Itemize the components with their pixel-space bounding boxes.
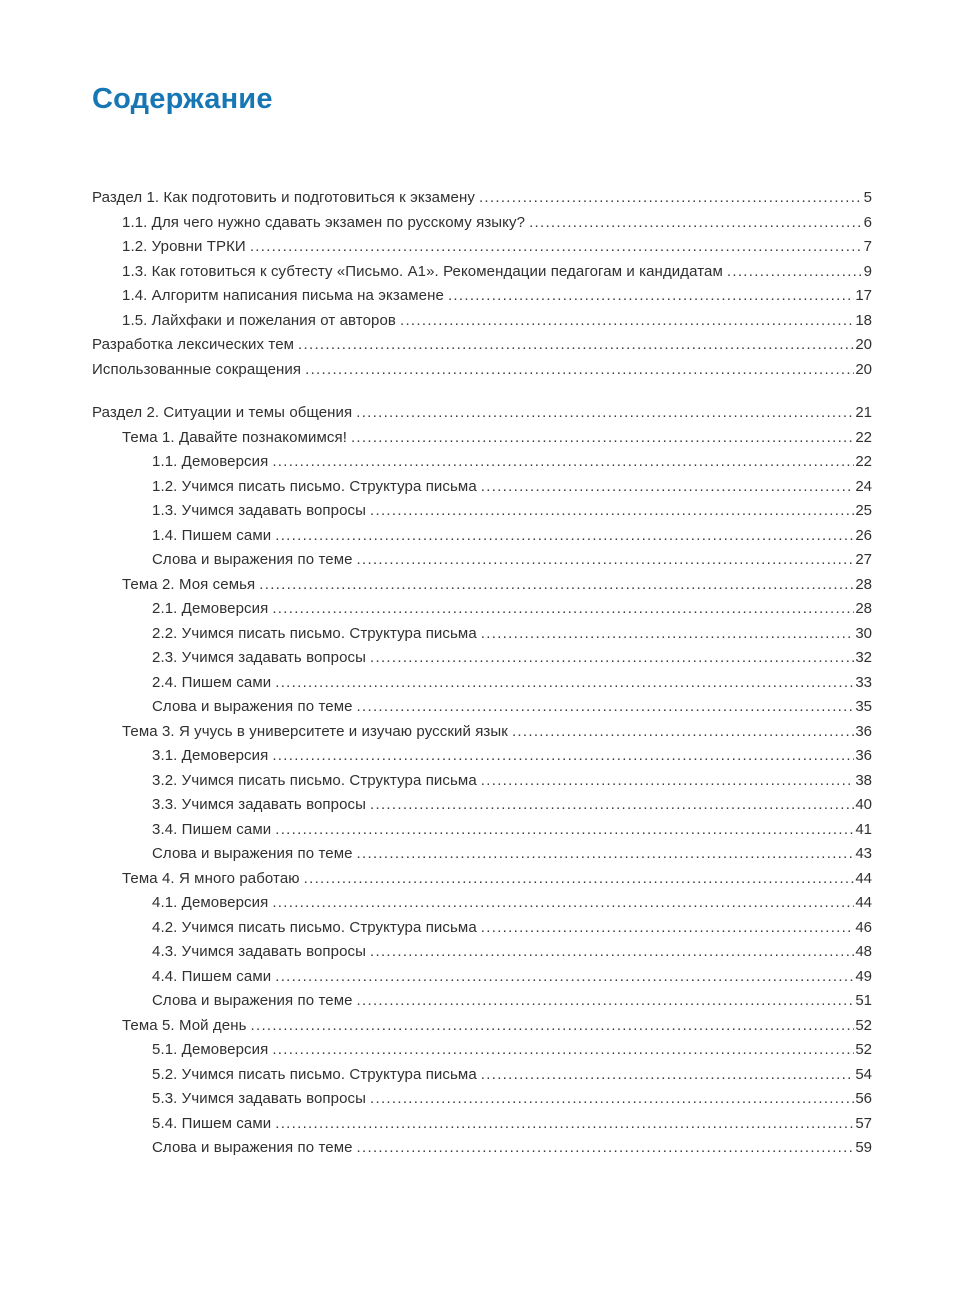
dot-leader xyxy=(727,260,863,285)
toc-entry xyxy=(92,284,872,309)
dot-leader xyxy=(357,695,855,720)
dot-leader xyxy=(304,867,855,892)
toc-entry-label: Раздел 1. Как подготовить и подготовиться к экзамену xyxy=(92,189,475,206)
dot-leader xyxy=(370,646,854,671)
dot-leader xyxy=(370,940,854,965)
dot-leader xyxy=(481,916,855,941)
dot-leader xyxy=(529,211,863,236)
toc-entry-label: 1.1. Демоверсия xyxy=(152,453,269,470)
toc-entry-label: 1.5. Лайхфаки и пожелания от авторов xyxy=(122,311,396,329)
toc-entry-page: 48 xyxy=(855,943,872,960)
dot-leader xyxy=(481,769,855,794)
toc-entry xyxy=(92,867,872,892)
toc-entry-page: 30 xyxy=(855,624,872,642)
dot-leader xyxy=(479,186,863,211)
dot-leader xyxy=(272,891,854,916)
toc-entry xyxy=(92,426,872,451)
toc-entry-page: 52 xyxy=(855,1016,872,1034)
toc-entry-page: 25 xyxy=(855,502,872,519)
toc-entry-label: 5.1. Демоверсия xyxy=(152,1041,269,1058)
toc-entry-label: 2.2. Учимся писать письмо. Структура письма xyxy=(152,624,477,642)
toc-entry-page: 20 xyxy=(855,336,872,353)
toc-entry-page: 20 xyxy=(855,360,872,378)
dot-leader xyxy=(251,1014,855,1039)
dot-leader xyxy=(272,597,854,622)
dot-leader xyxy=(370,793,854,818)
dot-leader xyxy=(250,235,863,260)
toc-entry-label: 3.2. Учимся писать письмо. Структура письма xyxy=(152,771,477,789)
toc-entry-label: Слова и выражения по теме xyxy=(152,698,353,715)
toc-entry-label: 5.3. Учимся задавать вопросы xyxy=(152,1090,367,1107)
toc-entry xyxy=(92,499,872,524)
toc-entry-label: 1.4. Пишем сами xyxy=(152,526,272,544)
toc-entry-page: 40 xyxy=(855,796,872,813)
dot-leader xyxy=(305,358,854,383)
toc-entry xyxy=(92,186,872,211)
dot-leader xyxy=(275,1112,854,1137)
toc-entry-page: 51 xyxy=(855,992,872,1009)
toc-entry-page: 46 xyxy=(855,918,872,936)
toc-entry xyxy=(92,573,872,598)
toc-entry-page: 21 xyxy=(855,404,872,421)
toc-entry-label: 2.1. Демоверсия xyxy=(152,600,269,617)
toc-entry-page: 6 xyxy=(863,213,872,231)
toc-entry-page: 32 xyxy=(855,649,872,666)
toc-entry-page: 27 xyxy=(855,551,872,568)
toc-entry-label: Тема 2. Моя семья xyxy=(122,575,256,593)
toc-entry-label: 4.1. Демоверсия xyxy=(152,894,269,911)
toc-entry-page: 43 xyxy=(855,845,872,862)
toc-entry xyxy=(92,333,872,358)
dot-leader xyxy=(298,333,854,358)
toc-entry-label: Тема 3. Я учусь в университете и изучаю русский язык xyxy=(122,722,508,740)
dot-leader xyxy=(370,499,854,524)
toc-entry-label: Раздел 2. Ситуации и темы общения xyxy=(92,404,353,421)
toc-entry-label: 5.4. Пишем сами xyxy=(152,1114,272,1132)
toc-entry xyxy=(92,671,872,696)
toc-entry xyxy=(92,744,872,769)
toc-entry-label: Разработка лексических тем xyxy=(92,336,295,353)
toc-entry xyxy=(92,548,872,573)
dot-leader xyxy=(272,450,854,475)
toc-entry-page: 38 xyxy=(855,771,872,789)
toc-entry xyxy=(92,622,872,647)
toc-entry-label: 2.4. Пишем сами xyxy=(152,673,272,691)
toc-entry xyxy=(92,989,872,1014)
toc-entry-label: 3.3. Учимся задавать вопросы xyxy=(152,796,367,813)
toc-entry-label: 4.4. Пишем сами xyxy=(152,967,272,985)
toc-entry-page: 5 xyxy=(863,189,872,206)
toc-entry-page: 44 xyxy=(855,869,872,887)
toc-entry xyxy=(92,842,872,867)
toc-entry-label: Слова и выражения по теме xyxy=(152,551,353,568)
dot-leader xyxy=(275,671,854,696)
toc-entry xyxy=(92,211,872,236)
toc-entry-label: 1.4. Алгоритм написания письма на экзамене xyxy=(122,287,444,304)
toc-entry xyxy=(92,818,872,843)
toc-entry-label: 1.2. Уровни ТРКИ xyxy=(122,238,246,255)
toc-entry xyxy=(92,401,872,426)
dot-leader xyxy=(370,1087,854,1112)
toc-entry-page: 7 xyxy=(863,238,872,255)
toc-entry-page: 9 xyxy=(863,262,872,280)
toc-entry-label: 5.2. Учимся писать письмо. Структура письма xyxy=(152,1065,477,1083)
toc-entry xyxy=(92,524,872,549)
toc-entry xyxy=(92,450,872,475)
toc-entry-page: 17 xyxy=(855,287,872,304)
dot-leader xyxy=(356,401,854,426)
toc-entry xyxy=(92,1014,872,1039)
toc-entry xyxy=(92,1112,872,1137)
toc-entry-page: 24 xyxy=(855,477,872,495)
dot-leader xyxy=(275,965,854,990)
toc-entry-label: Использованные сокращения xyxy=(92,360,302,378)
dot-leader xyxy=(275,818,854,843)
toc-entry-page: 28 xyxy=(855,600,872,617)
toc-entry-label: 4.3. Учимся задавать вопросы xyxy=(152,943,367,960)
dot-leader xyxy=(357,548,855,573)
toc-entry-label: 3.1. Демоверсия xyxy=(152,747,269,764)
toc-entry-page: 52 xyxy=(855,1041,872,1058)
dot-leader xyxy=(357,1136,855,1161)
toc-entry xyxy=(92,793,872,818)
toc-entry-page: 57 xyxy=(855,1114,872,1132)
dot-leader xyxy=(272,1038,854,1063)
toc-entry-label: Тема 1. Давайте познакомимся! xyxy=(122,428,347,446)
toc-entry-label: 1.1. Для чего нужно сдавать экзамен по русскому языку? xyxy=(122,213,526,231)
toc-entry-page: 59 xyxy=(855,1139,872,1156)
toc-entry xyxy=(92,965,872,990)
toc-entry xyxy=(92,916,872,941)
dot-leader xyxy=(272,744,854,769)
toc-entry xyxy=(92,695,872,720)
toc-entry xyxy=(92,891,872,916)
toc-entry xyxy=(92,769,872,794)
toc-entry xyxy=(92,235,872,260)
toc-entry-page: 28 xyxy=(855,575,872,593)
dot-leader xyxy=(481,475,855,500)
toc-entry-page: 33 xyxy=(855,673,872,691)
toc-entry-page: 41 xyxy=(855,820,872,838)
toc-entry xyxy=(92,475,872,500)
toc-entry-label: Тема 4. Я много работаю xyxy=(122,869,300,887)
page-title: Содержание xyxy=(92,83,273,115)
toc-entry-label: Слова и выражения по теме xyxy=(152,992,353,1009)
toc-entry-label: 3.4. Пишем сами xyxy=(152,820,272,838)
dot-leader xyxy=(481,1063,855,1088)
toc-entry xyxy=(92,940,872,965)
toc-entry xyxy=(92,1063,872,1088)
toc-entry-label: 2.3. Учимся задавать вопросы xyxy=(152,649,367,666)
dot-leader xyxy=(357,989,855,1014)
toc-entry-page: 49 xyxy=(855,967,872,985)
toc-entry-page: 44 xyxy=(855,894,872,911)
dot-leader xyxy=(275,524,854,549)
toc-entry-page: 35 xyxy=(855,698,872,715)
toc-entry xyxy=(92,597,872,622)
dot-leader xyxy=(448,284,854,309)
toc-entry xyxy=(92,260,872,285)
dot-leader xyxy=(400,309,854,334)
toc-entry-page: 54 xyxy=(855,1065,872,1083)
toc-entry-label: 1.3. Учимся задавать вопросы xyxy=(152,502,367,519)
toc-entry xyxy=(92,1136,872,1161)
toc-entry xyxy=(92,358,872,383)
dot-leader xyxy=(512,720,854,745)
toc-entry-label: 4.2. Учимся писать письмо. Структура письма xyxy=(152,918,477,936)
toc-entry-page: 22 xyxy=(855,453,872,470)
dot-leader xyxy=(481,622,855,647)
toc-entry-page: 18 xyxy=(855,311,872,329)
toc-entry xyxy=(92,720,872,745)
toc-entry xyxy=(92,1038,872,1063)
dot-leader xyxy=(351,426,854,451)
toc-entry-page: 22 xyxy=(855,428,872,446)
toc-entry-label: Тема 5. Мой день xyxy=(122,1016,247,1034)
toc-entry-page: 56 xyxy=(855,1090,872,1107)
dot-leader xyxy=(259,573,854,598)
toc-entry xyxy=(92,646,872,671)
toc-list xyxy=(92,186,872,1161)
toc-entry-label: Слова и выражения по теме xyxy=(152,1139,353,1156)
toc-entry-label: Слова и выражения по теме xyxy=(152,845,353,862)
toc-entry-label: 1.3. Как готовиться к субтесту «Письмо. А1». Рекомендации педагогам и кандидатам xyxy=(122,262,723,280)
toc-entry xyxy=(92,1087,872,1112)
toc-entry-page: 36 xyxy=(855,722,872,740)
toc-entry-label: 1.2. Учимся писать письмо. Структура письма xyxy=(152,477,477,495)
toc-entry xyxy=(92,309,872,334)
toc-entry-page: 36 xyxy=(855,747,872,764)
toc-entry-page: 26 xyxy=(855,526,872,544)
dot-leader xyxy=(357,842,855,867)
